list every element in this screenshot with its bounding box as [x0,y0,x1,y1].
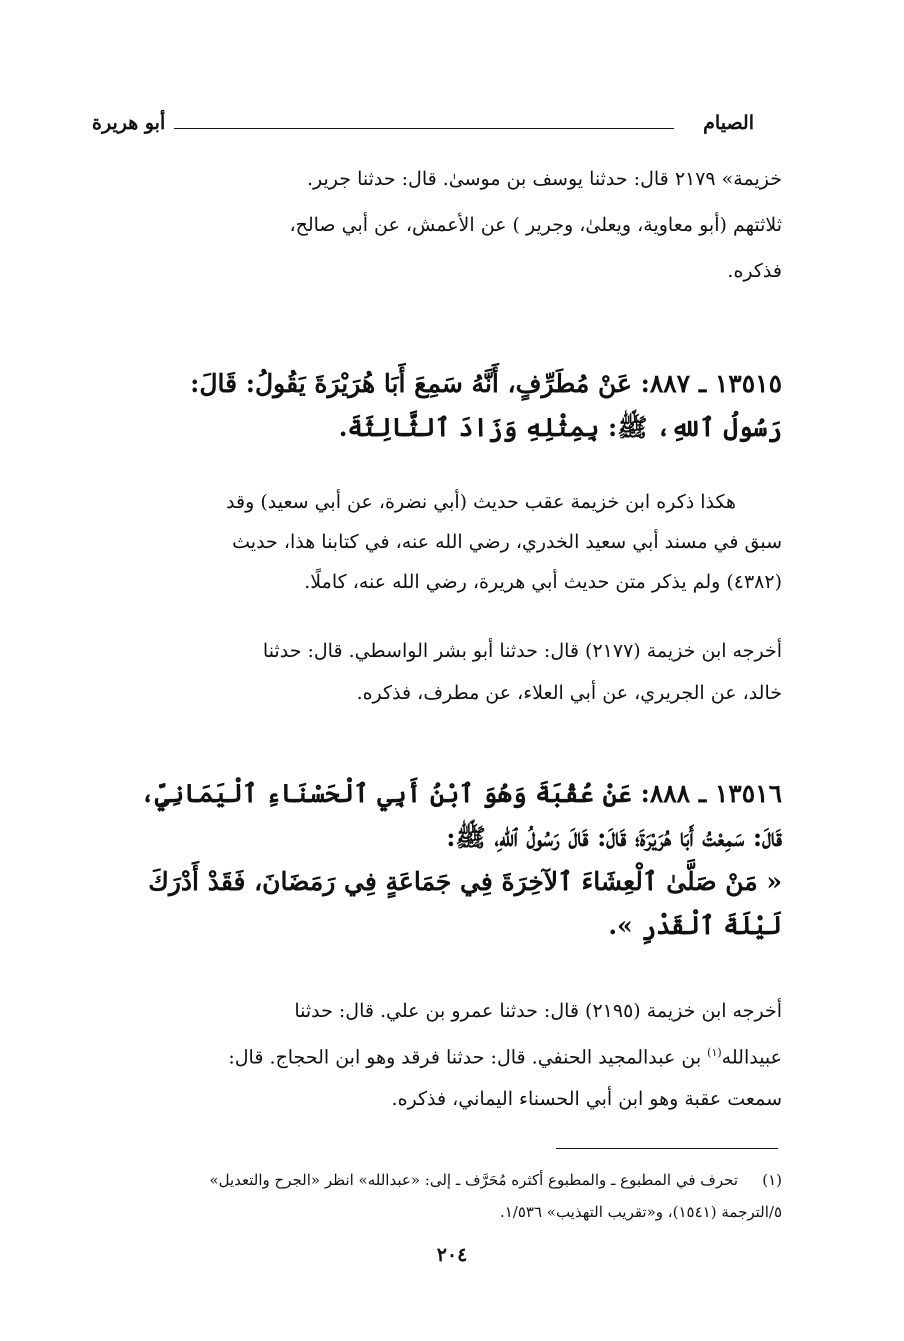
hadith-line: لَيْلَةَ ٱلْقَدْرِ ». [608,911,782,940]
text-line: فذكره. [727,260,782,282]
text-line: سمعت عقبة وهو ابن أبي الحسناء اليماني، فذكره. [391,1088,782,1111]
text-line: ثلاثتهم (أبو معاوية، ويعلىٰ، وجرير ) عن الأعمش، عن أبي صالح، [289,214,782,236]
hadith-line: ١٣٥١٦ ـ ٨٨٨: عَنْ عُقْبَةَ وَهُوَ ٱبْنُ أَبِي ٱلْحَسْنَاءِ ٱلْيَمَانِيِّ، [140,779,782,808]
hadith-887 [92,362,782,450]
text-line: خالد، عن الجريري، عن أبي العلاء، عن مطرف، فذكره. [356,682,782,704]
footnote-line: ٥/الترجمة (١٥٤١)، و«تقريب التهذيب» ١/٥٣٦. [499,1203,782,1221]
narrator-name: عبيدالله [721,1046,782,1069]
footnote-reference[interactable]: (١) [707,1046,722,1059]
narrator-title: أبو هريرة [92,112,166,134]
hadith-line: ١٣٥١٥ ـ ٨٨٧: عَنْ مُطَرِّفٍ، أَنَّهُ سَمِعَ أَبَا هُرَيْرَةَ يَقُولُ: قَالَ: [190,369,782,398]
hadith-line: رَسُولُ ٱللهِ، ﷺ: بِمِثْلِهِ وَزَادَ ٱلثَّالِثَةَ. [338,413,782,442]
footnote [92,1164,782,1228]
header-rule [174,128,674,129]
text-line: أخرجه ابن خزيمة (٢١٩٥) قال: حدثنا عمرو بن علي. قال: حدثنا [294,1000,782,1022]
hadith-line: « مَنْ صَلَّىٰ ٱلْعِشَاءَ ٱلآخِرَةَ فِي جَمَاعَةٍ فِي رَمَضَانَ، فَقَدْ أَدْرَكَ [148,867,782,896]
text-line: أخرجه ابن خزيمة (٢١٧٧) قال: حدثنا أبو بشر الواسطي. قال: حدثنا [262,640,782,662]
footnote-text: تحرف في المطبوع ـ والمطبوع أكثره مُحَرَّف ـ إلى: «عبدالله» انظر «الجرح والتعديل» [209,1171,738,1189]
text-line: (٤٣٨٢) ولم يذكر متن حديث أبي هريرة، رضي الله عنه، كاملًا. [304,571,782,593]
text-line [92,1032,782,1078]
chapter-title: الصيام [703,112,754,134]
paragraph-isnad-continued [92,156,782,294]
footnote-separator [556,1148,778,1149]
text-line: خزيمة» ٢١٧٩ قال: حدثنا يوسف بن موسىٰ. قال: حدثنا جرير. [307,168,782,190]
running-header [92,112,754,142]
text-line: هكذا ذكره ابن خزيمة عقب حديث (أبي نضرة، عن أبي سعيد) وقد [226,491,736,513]
text-line: سبق في مسند أبي سعيد الخدري، رضي الله عنه، في كتابنا هذا، حديث [232,531,782,553]
commentary-paragraph [92,482,782,602]
hadith-888 [92,772,782,948]
text-fragment: بن عبدالمجيد الحنفي. قال: حدثنا فرقد وهو ابن الحجاج. قال: [228,1046,708,1069]
footnote-number: (١) [762,1171,782,1189]
page-number: ٢٠٤ [436,1244,468,1266]
hadith-line: قَالَ: سَمِعْتُ أَبَا هُرَيْرَةَ؛ قَالَ: قَالَ رَسُولُ ٱللهِ، ﷺ: [446,823,782,852]
takhrij-paragraph [92,630,782,714]
footnote-line [92,1164,782,1196]
takhrij-paragraph [92,990,782,1120]
